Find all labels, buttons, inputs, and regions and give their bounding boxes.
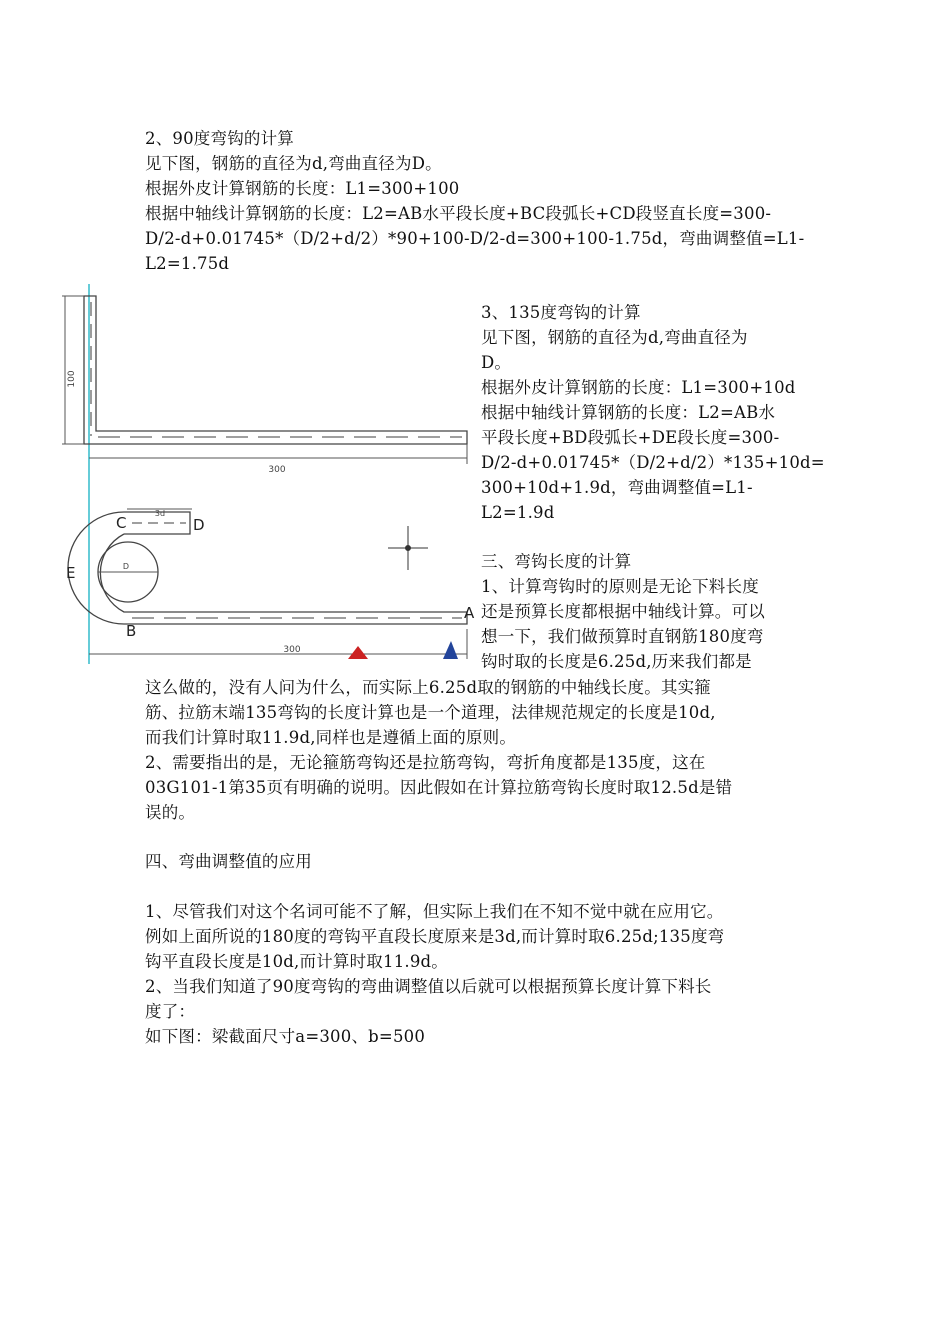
section-4-title: 四、弯曲调整值的应用 (145, 852, 312, 871)
section-3-para: 1、计算弯钩时的原则是无论下料长度 (481, 577, 759, 596)
dim-vertical-label: 100 (67, 370, 77, 388)
section-135-para: L2=1.9d (481, 503, 555, 522)
dim-bottom-label: 300 (283, 645, 301, 655)
dim-top (89, 444, 467, 464)
section-3-para: 而我们计算时取11.9d,同样也是遵循上面的原则。 (145, 728, 517, 747)
section-90-para: 见下图，钢筋的直径为d,弯曲直径为D。 (145, 154, 442, 173)
blue-marker-icon (443, 641, 458, 659)
section-4-para: 例如上面所说的180度的弯钩平直段长度原来是3d,而计算时取6.25d;135度弯 (145, 927, 725, 946)
section-3-title: 三、弯钩长度的计算 (481, 552, 632, 571)
section-90-title: 2、90度弯钩的计算 (145, 129, 294, 148)
section-3-para: 想一下，我们做预算时直钢筋180度弯 (481, 627, 764, 646)
dim-top-label: 300 (268, 465, 286, 475)
dim-hook-label: 3d (154, 509, 166, 518)
red-marker-icon (348, 646, 368, 659)
section-3-para: 误的。 (145, 803, 196, 822)
rebar-hook-figure (62, 284, 482, 664)
label-c: C (116, 514, 127, 532)
crosshair-icon (388, 526, 428, 570)
section-135-para: D。 (481, 353, 512, 372)
section-3-para: 筋、拉筋末端135弯钩的长度计算也是一个道理，法律规范规定的长度是10d, (145, 703, 716, 722)
section-135-para: 平段长度+BD段弧长+DE段长度=300- (481, 428, 780, 447)
label-e: E (66, 564, 76, 582)
section-135-para: 根据中轴线计算钢筋的长度：L2=AB水 (481, 403, 776, 422)
label-d: D (193, 516, 205, 534)
section-3-para: 03G101-1第35页有明确的说明。因此假如在计算拉筋弯钩长度时取12.5d是错 (145, 778, 733, 797)
section-4-para: 2、当我们知道了90度弯钩的弯曲调整值以后就可以根据预算长度计算下料长 (145, 977, 712, 996)
section-4-para: 1、尽管我们对这个名词可能不了解，但实际上我们在不知不觉中就在应用它。 (145, 902, 724, 921)
dim-diam-label: D (122, 562, 130, 571)
section-135-para: 300+10d+1.9d，弯曲调整值=L1- (481, 478, 753, 497)
section-3-para: 2、需要指出的是，无论箍筋弯钩还是拉筋弯钩，弯折角度都是135度，这在 (145, 753, 706, 772)
section-3-para: 这么做的，没有人问为什么，而实际上6.25d取的钢筋的中轴线长度。其实箍 (145, 678, 712, 697)
l-bar (84, 296, 467, 444)
section-4-para: 度了： (145, 1002, 196, 1021)
section-135-title: 3、135度弯钩的计算 (481, 303, 641, 322)
section-135-para: 见下图，钢筋的直径为d,弯曲直径为 (481, 328, 748, 347)
dim-bottom (89, 629, 467, 659)
section-90-para: 根据外皮计算钢筋的长度：L1=300+100 (145, 179, 460, 198)
section-90-para: 根据中轴线计算钢筋的长度：L2=AB水平段长度+BC段弧长+CD段竖直长度=300- (145, 204, 772, 223)
section-90-para: D/2-d+0.01745*（D/2+d/2）*90+100-D/2-d=300+100-1.75d，弯曲调整值=L1- (145, 229, 805, 248)
label-a: A (464, 604, 475, 622)
section-3-para: 钩时取的长度是6.25d,历来我们都是 (481, 652, 752, 671)
dim-vertical (62, 296, 84, 444)
section-4-para: 钩平直段长度是10d,而计算时取11.9d。 (145, 952, 449, 971)
section-135-para: D/2-d+0.01745*（D/2+d/2）*135+10d= (481, 453, 825, 472)
label-b: B (126, 622, 137, 640)
section-4-para: 如下图：梁截面尺寸a=300、b=500 (145, 1027, 426, 1046)
section-135-para: 根据外皮计算钢筋的长度：L1=300+10d (481, 378, 796, 397)
section-90-para: L2=1.75d (145, 254, 230, 273)
section-3-para: 还是预算长度都根据中轴线计算。可以 (481, 602, 765, 621)
